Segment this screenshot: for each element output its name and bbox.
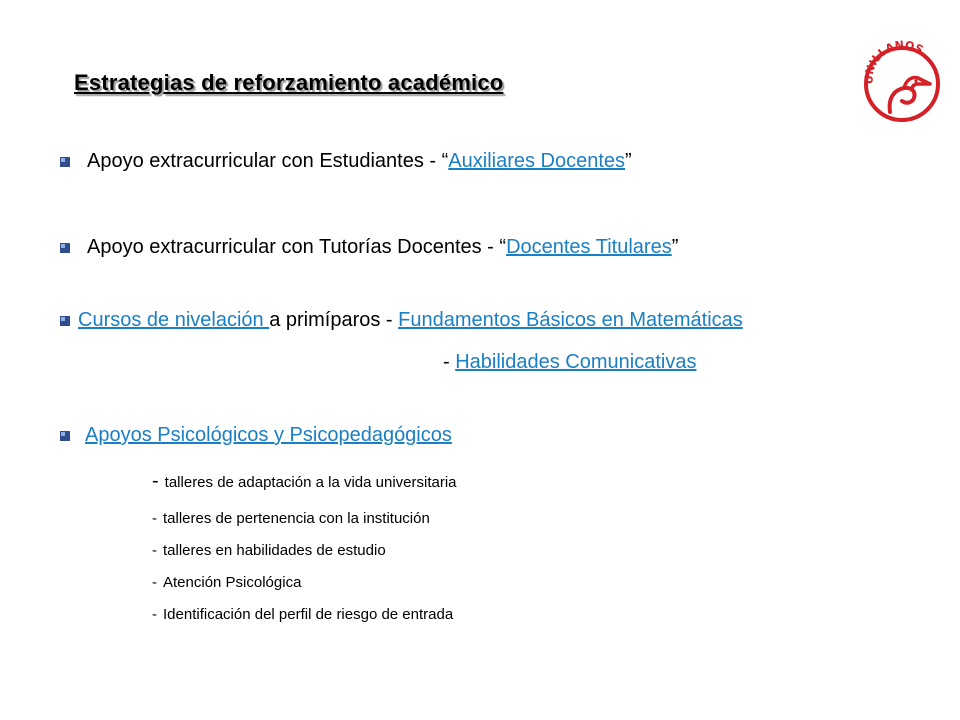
subitem-text: Atención Psicológica [163, 574, 302, 591]
subitem-identificacion [152, 606, 453, 623]
subitem-text: talleres de pertenencia con la institución [163, 510, 430, 527]
subitem-pertenencia [152, 510, 430, 527]
subitem-dash: - [152, 510, 157, 527]
subitem-dash: - [152, 470, 159, 492]
item-dash: - [443, 351, 456, 373]
item-apoyos [85, 424, 452, 447]
subitem-text: talleres en habilidades de estudio [163, 542, 386, 559]
link-habilidades-comunicativas[interactable]: Habilidades Comunicativas [455, 351, 697, 373]
item-suffix: ” [625, 150, 632, 172]
subitem-dash: - [152, 542, 157, 559]
bullet-icon [60, 431, 70, 441]
link-apoyos-psicologicos[interactable]: Apoyos Psicológicos y Psicopedagógicos [85, 424, 452, 446]
link-docentes-titulares[interactable]: Docentes Titulares [506, 236, 672, 258]
item-auxiliares [87, 150, 632, 173]
item-text: a primíparos - [269, 309, 399, 331]
item-cursos-continuation [443, 351, 696, 374]
bullet-icon [60, 157, 70, 167]
item-cursos [78, 309, 743, 332]
subitem-dash: - [152, 606, 157, 623]
link-auxiliares-docentes[interactable]: Auxiliares Docentes [448, 150, 626, 172]
link-fundamentos-matematicas[interactable]: Fundamentos Básicos en Matemáticas [398, 309, 743, 331]
bullet-icon [60, 316, 70, 326]
item-suffix: ” [671, 236, 679, 258]
page-title: Estrategias de reforzamiento académico [74, 70, 504, 95]
item-text: Apoyo extracurricular con Estudiantes - “ [87, 150, 449, 172]
subitem-adaptacion [152, 470, 457, 493]
subitem-habilidades-estudio [152, 542, 386, 559]
subitem-atencion [152, 574, 301, 591]
link-cursos-nivelacion[interactable]: Cursos de nivelación [78, 309, 270, 331]
logo-text: UNILLANOS [862, 40, 926, 85]
subitem-dash: - [152, 574, 157, 591]
unillanos-logo [860, 40, 944, 124]
subitem-text: talleres de adaptación a la vida universitaria [164, 474, 457, 491]
item-text: Apoyo extracurricular con Tutorías Docentes - “ [87, 236, 507, 258]
subitem-text: Identificación del perfil de riesgo de entrada [163, 606, 454, 623]
item-tutorias [87, 236, 678, 259]
bullet-icon [60, 243, 70, 253]
